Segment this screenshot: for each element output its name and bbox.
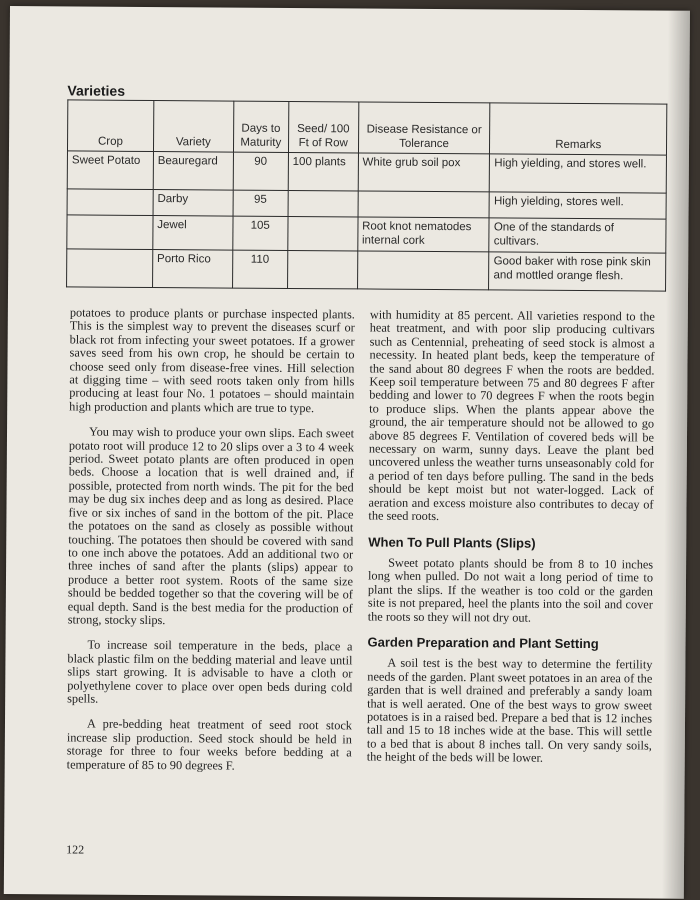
subheading-garden-preparation: Garden Preparation and Plant Setting [367,634,599,652]
right-column [367,309,655,779]
cell-disease [357,251,489,290]
cell-crop [67,249,153,288]
header-remarks: Remarks [490,103,667,155]
cell-variety: Darby [153,190,233,217]
table-row [67,215,666,253]
table-row [67,249,666,291]
page-number: 122 [66,842,85,857]
cell-crop [67,189,153,216]
cell-remarks: Good baker with rose pink skin and mottled orange flesh. [489,252,666,291]
paragraph: Sweet potato plants should be from 8 to 10 inches long when pulled. Do not wait a long period of time to plant the slips. If the weather is too cold or the garden site is not prepared, heel the plants into the soil and cover the roots so they will not dry out. [367,555,654,625]
cell-days: 110 [232,250,287,288]
cell-crop: Sweet Potato [67,151,153,190]
header-crop: Crop [67,100,153,152]
cell-disease [358,191,490,218]
header-seed: Seed/ 100 Ft of Row [288,101,358,152]
header-disease: Disease Resistance or Tolerance [358,102,490,154]
paragraph: potatoes to produce plants or purchase inspected plants. This is the simplest way to prevent the diseases scurf or black rot from infecting your sweet potatoes. If a grower saves seed from his own crop, he should be certain to choose seed only from disease-free vines. Hill selection at digging time – with seed roots taken only from hills producing at least four No. 1 potatoes – should maintain high production and plants which are true to type. [69,305,355,415]
paragraph: A soil test is the best way to determine the fertility needs of the garden. Plant sweet potatoes in an area of the garden that is well drained and preferably a sandy loam that is well aerated. One of the best ways to grow sweet potatoes is in a raised bed. Prepare a bed that is 12 inches tall and 15 to 18 inches wide at the base. This will settle to a bed that is about 8 inches tall. On very sandy soils, the height of the beds will be lower. [366,655,653,765]
cell-remarks: High yielding, stores well. [489,192,666,219]
table-row [67,151,666,193]
cell-variety: Beauregard [153,152,233,191]
section-title: Varieties [67,82,126,99]
header-variety: Variety [153,101,233,153]
subheading-pull-plants: When To Pull Plants (Slips) [368,534,536,551]
cell-days: 95 [233,190,288,216]
book-page [4,6,690,899]
paragraph: To increase soil temperature in the beds, place a black plastic film on the bedding material and leave until slips start growing. It is advisable to have a cloth or polyethylene cover to place over open beds during cold spells. [67,637,353,706]
cell-variety: Porto Rico [152,250,232,289]
cell-disease: White grub soil pox [358,153,490,192]
paragraph: You may wish to produce your own slips. Each sweet potato root will produce 12 to 20 slips over a 3 to 4 week period. Sweet potato plants are often produced in open beds. Choose a location that is well drained and, if possible, protected from north winds. The pit for the bed may be dug six inches deep and as long as desired. Place five or six inches of sand in the bottom of the pit. Place the potatoes on the sand as closely as possible without touching. The potatoes then should be covered with sand to one inch above the potatoes. Add an additional two or three inches of sand after the plants (slips) appear to produce a better root system. Roots of the same size should be bedded together so that the covering will be of equal depth. Sand is the best media for the production of strong, stocky slips. [67,424,355,628]
cell-seed: 100 plants [288,152,358,190]
cell-variety: Jewel [153,216,233,251]
cell-seed [288,190,358,216]
cell-disease: Root knot nematodes internal cork [357,217,489,252]
table-header-row [67,100,666,155]
cell-crop [67,215,153,250]
paragraph: A pre-bedding heat treatment of seed root stock increase slip production. Seed stock should be held in storage for three to four weeks before bedding at a temperature of 85 to 90 degrees F. [66,716,353,773]
header-days: Days to Maturity [233,101,288,152]
cell-days: 90 [233,152,288,190]
cell-remarks: High yielding, and stores well. [490,154,667,193]
cell-seed [288,216,358,250]
cell-days: 105 [233,216,288,250]
cell-remarks: One of the standards of cultivars. [489,218,666,253]
left-column [67,306,355,785]
varieties-table [66,99,667,291]
paragraph: with humidity at 85 percent. All varieties respond to the heat treatment, and with poor slip producing cultivars such as Centennial, preheating of seed stock is almost a necessity. In heated plant beds, keep the temperature of the sand about 80 degrees F when the roots are bedded. Keep soil temperature between 75 and 80 degrees F after bedding and lower to 70 degrees F when the roots begin to produce slips. When the plants appear above the ground, the air temperature should not be allowed to go above 85 degrees F. Ventilation of covered beds will be necessary on warm, sunny days. Leave the plant bed uncovered unless the weather turns unseasonably cold for a period of ten days before pulling. The sand in the beds should be kept moist but not water-logged. Lack of aeration and excess moisture also contributes to decay of the seed roots. [368,307,655,524]
cell-seed [287,250,357,288]
